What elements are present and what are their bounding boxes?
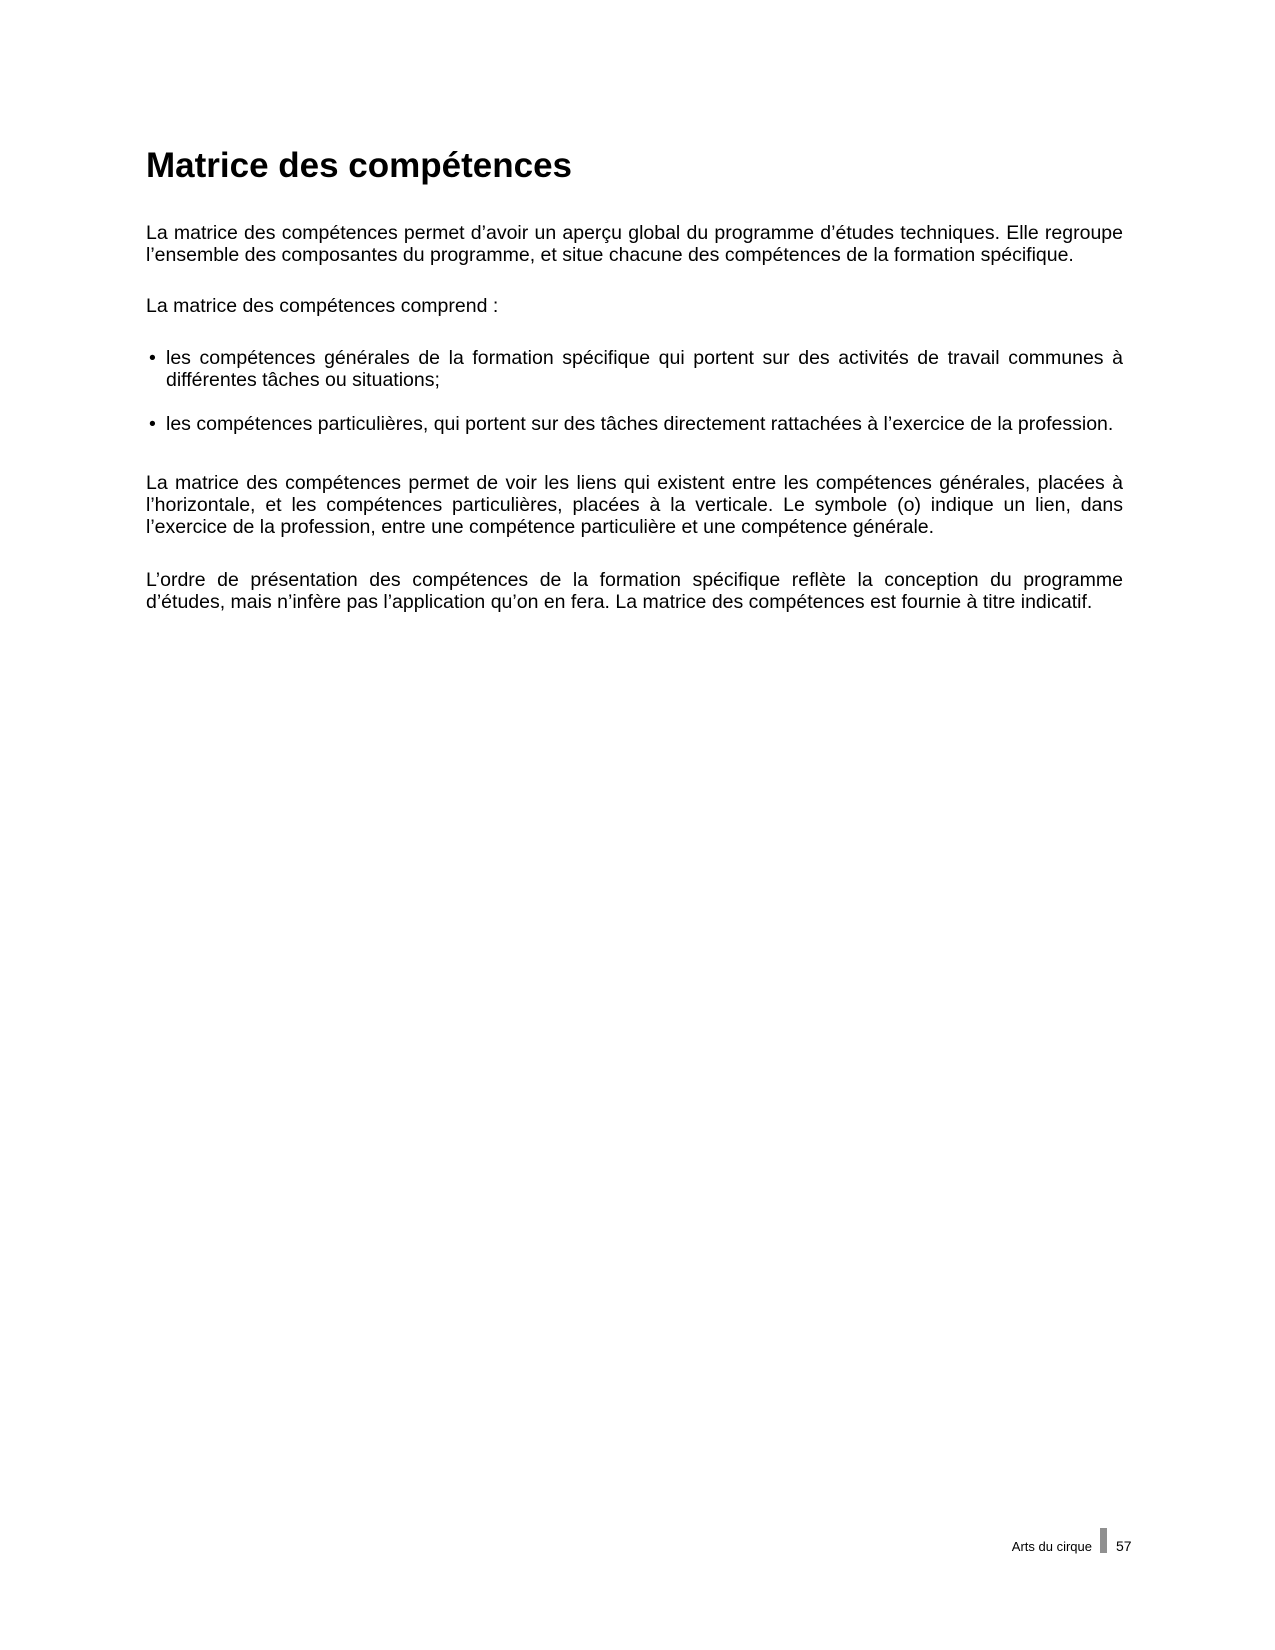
footer-document-title: Arts du cirque <box>1011 1539 1092 1554</box>
list-item-text: les compétences générales de la formation spécifique qui portent sur des activités de travail communes à différentes tâches ou situations; <box>166 347 1123 391</box>
paragraph-list-lead-in: La matrice des compétences comprend : <box>146 295 499 317</box>
paragraph-links-explanation: La matrice des compétences permet de voir les liens qui existent entre les compétences générales, placées à l’horizontale, et les compétences particulières, placées à la verticale. Le symbole (o) indique un lien, dans l’exercice de la profession, entre une compétence particulière et une compétence générale. <box>146 472 1123 538</box>
body-text <box>146 222 1123 613</box>
paragraph-order-note: L’ordre de présentation des compétences de la formation spécifique reflète la conception du programme d’études, mais n’infère pas l’application qu’on en fera. La matrice des compétences est fournie à titre indicatif. <box>146 569 1123 613</box>
page-content <box>146 145 1123 613</box>
list-item <box>146 413 1123 435</box>
bullet-icon: • <box>149 347 156 369</box>
list-item-text: les compétences particulières, qui portent sur des tâches directement rattachées à l’exercice de la profession. <box>166 413 1114 435</box>
footer-separator-bar <box>1100 1528 1107 1553</box>
footer-page-number: 57 <box>1116 1538 1132 1554</box>
competences-bullet-list <box>146 347 1123 435</box>
list-item <box>146 347 1123 391</box>
bullet-icon: • <box>149 413 156 435</box>
paragraph-intro: La matrice des compétences permet d’avoir un aperçu global du programme d’études techniques. Elle regroupe l’ensemble des composantes du programme, et situe chacune des compétences de la formation spécifique. <box>146 222 1123 266</box>
page-title: Matrice des compétences <box>146 146 573 185</box>
